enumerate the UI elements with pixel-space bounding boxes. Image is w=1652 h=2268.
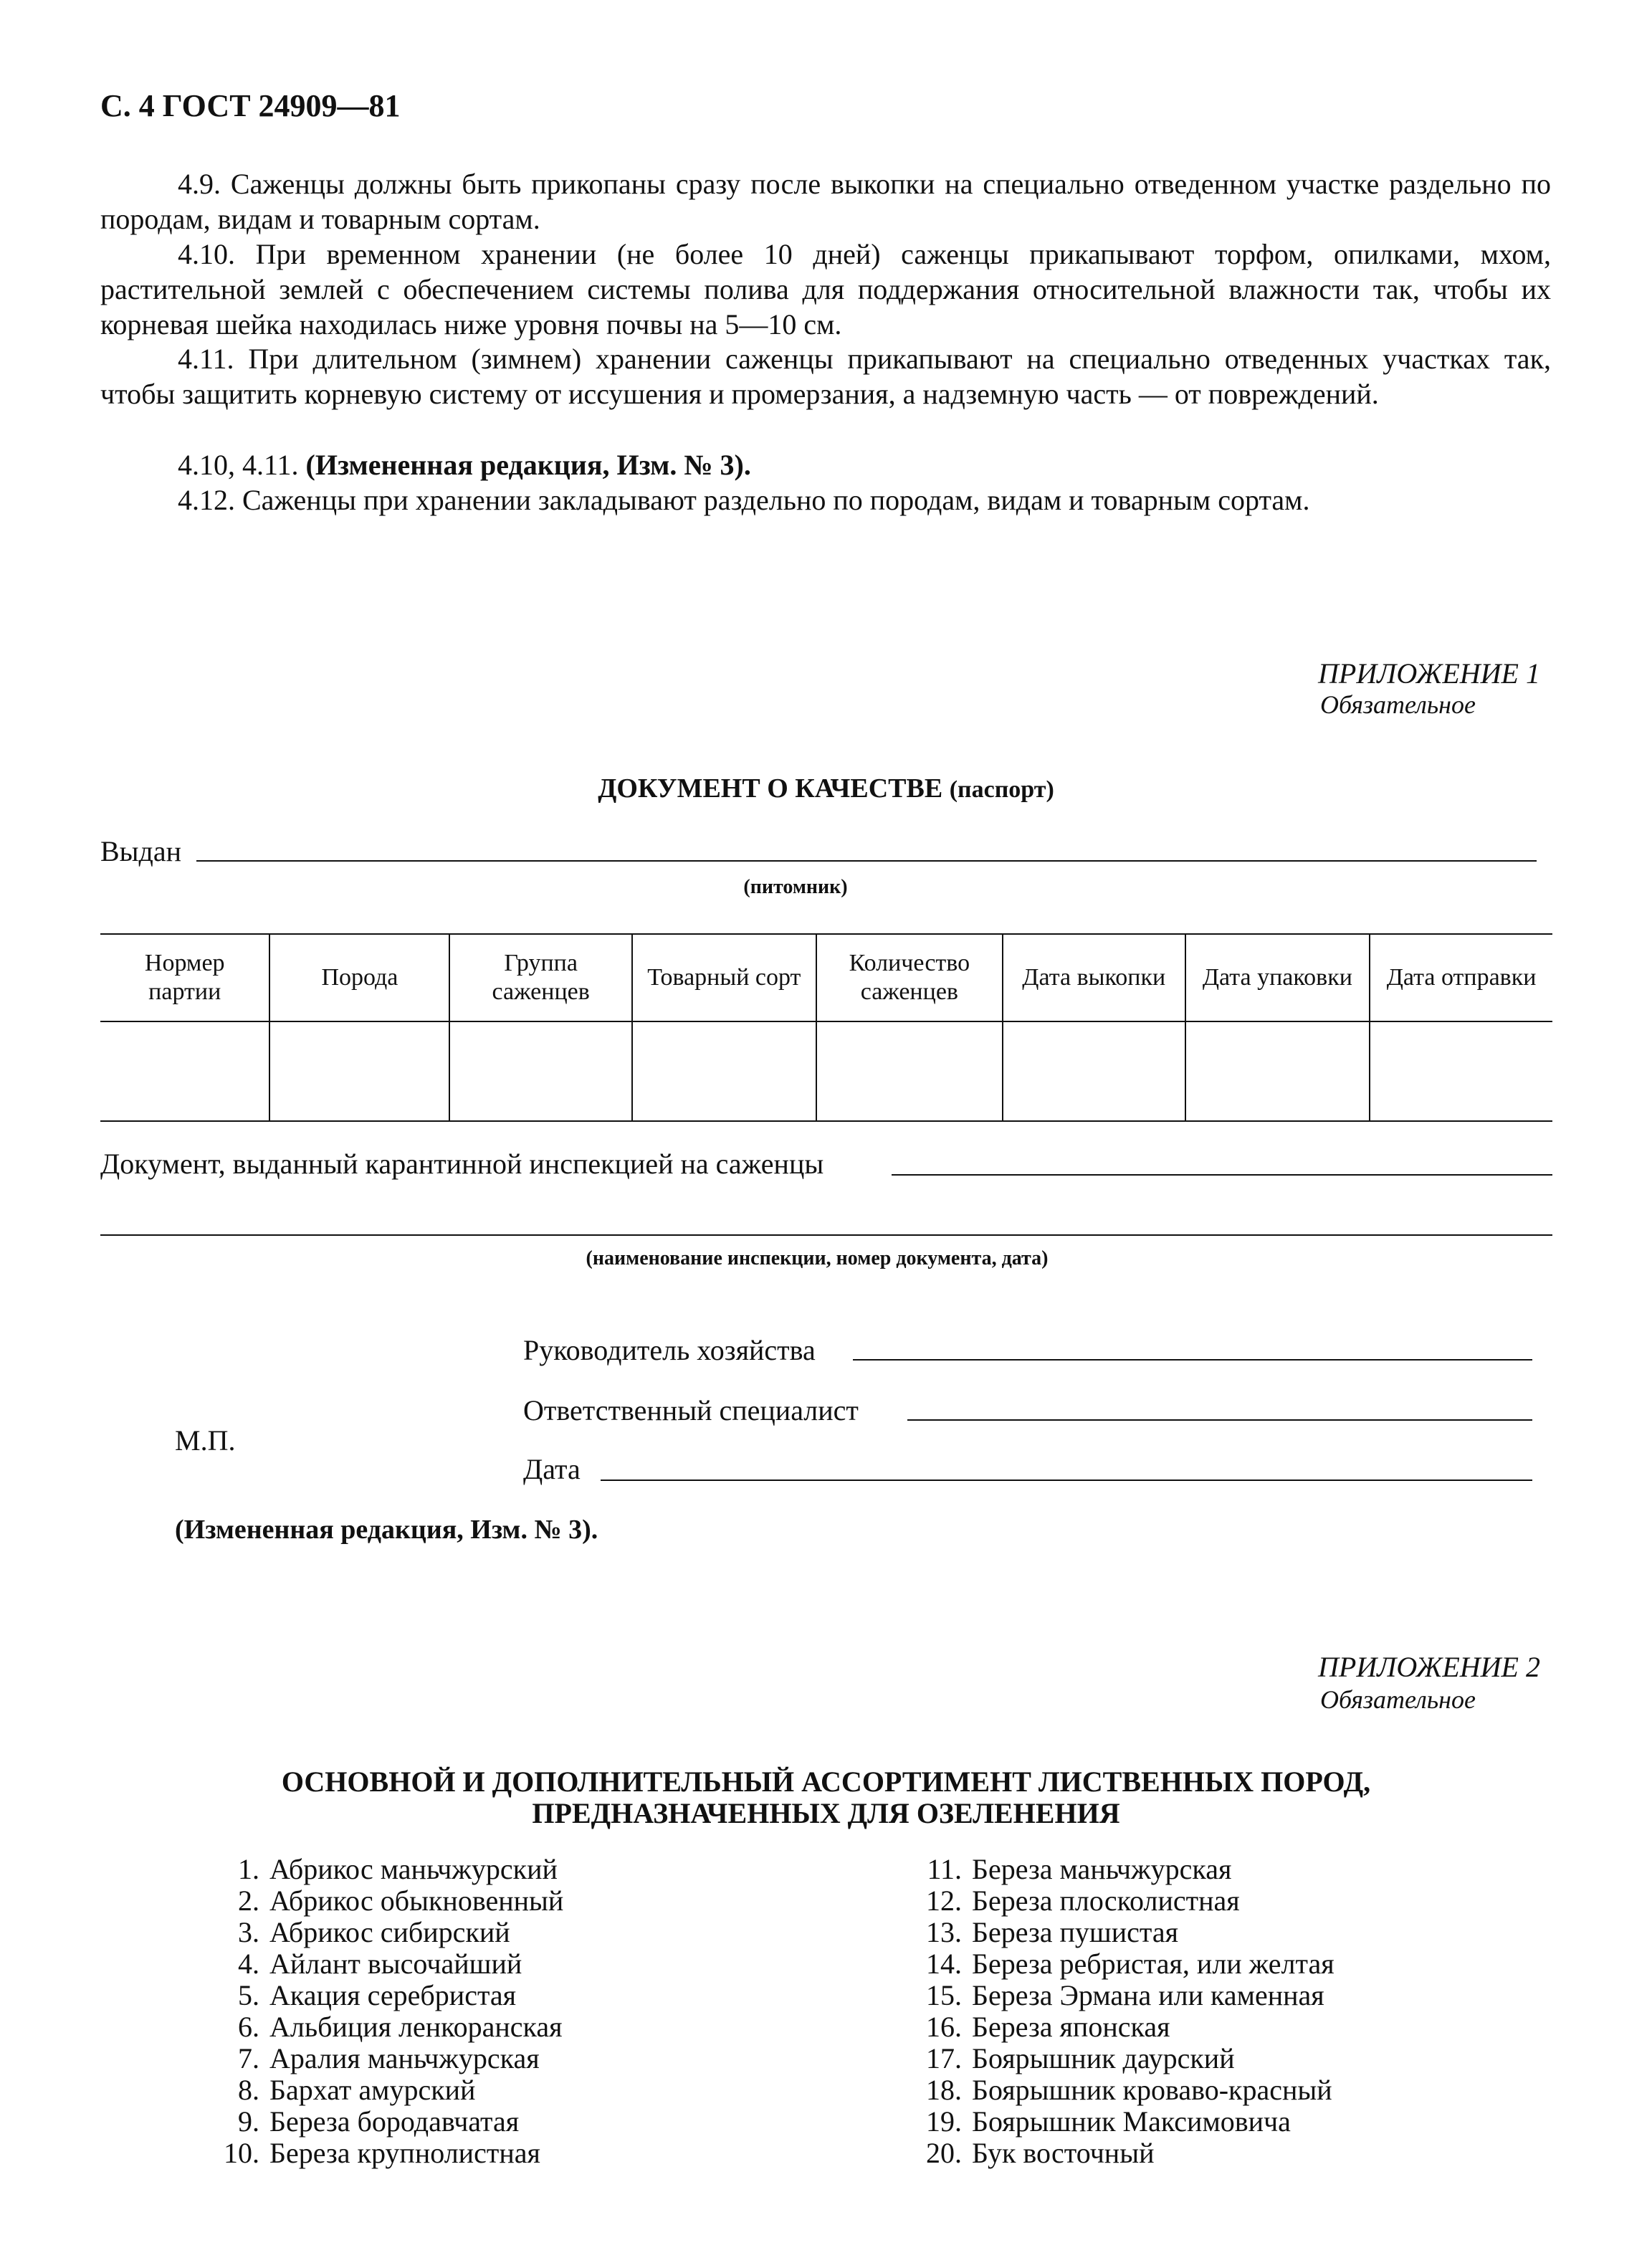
quarantine-underline: [892, 1174, 1552, 1176]
list-item: [212, 1917, 563, 1948]
list-item-name: Абрикос сибирский: [269, 1916, 510, 1948]
quarantine-caption: (наименование инспекции, номер документа, дата): [586, 1247, 1049, 1269]
list-item-number: 3.: [238, 1916, 259, 1948]
col-header-ship-date: Дата отправки: [1370, 934, 1552, 1021]
list-item-name: Береза Эрмана или каменная: [972, 1979, 1324, 2011]
list-item-name: Абрикос маньчжурский: [269, 1853, 558, 1885]
list-item-number: 9.: [238, 2105, 259, 2138]
revision-note-numbers: 4.10, 4.11.: [178, 449, 299, 481]
table-cell[interactable]: [1185, 1021, 1370, 1121]
table-cell[interactable]: [816, 1021, 1003, 1121]
col-header-seedling-group: Группа саженцев: [449, 934, 631, 1021]
list-item-number: 8.: [238, 2074, 259, 2106]
issued-underline: [196, 860, 1537, 862]
list-item-name: Боярышник кроваво-красный: [972, 2074, 1332, 2106]
specialist-label: Ответственный специалист: [523, 1394, 859, 1426]
col-header-quantity: Количество саженцев: [816, 934, 1003, 1021]
quality-passport-table: [100, 933, 1552, 1122]
list-item-name: Бук восточный: [972, 2137, 1155, 2169]
list-item-name: Береза маньчжурская: [972, 1853, 1232, 1885]
col-header-grade: Товарный сорт: [632, 934, 816, 1021]
col-header-species: Порода: [269, 934, 449, 1021]
col-header-batch-number: Нормер партии: [100, 934, 269, 1021]
table-header-row: [100, 934, 1552, 1021]
appendix-1-title: ПРИЛОЖЕНИЕ 1: [1318, 657, 1540, 690]
list-item-name: Береза бородавчатая: [269, 2105, 520, 2138]
list-item: [915, 2106, 1335, 2138]
issued-label: Выдан: [100, 835, 182, 867]
col-header-dig-date: Дата выкопки: [1003, 934, 1185, 1021]
list-item-name: Бархат амурский: [269, 2074, 476, 2106]
list-item: [212, 2106, 563, 2138]
list-item: [915, 1917, 1335, 1948]
appendix-1-revision-note: (Измененная редакция, Изм. № 3).: [175, 1515, 598, 1545]
list-item: [212, 2138, 563, 2169]
list-item: [212, 1980, 563, 2011]
list-item-name: Айлант высочайший: [269, 1948, 522, 1980]
list-item: [212, 1948, 563, 1980]
date-underline: [601, 1480, 1532, 1481]
assortment-heading: [0, 1766, 1652, 1829]
page-header: С. 4 ГОСТ 24909—81: [100, 88, 401, 123]
list-item: [915, 2043, 1335, 2074]
paragraph-4-12: 4.12. Саженцы при хранении закладывают раздельно по породам, видам и товарным сортам.: [178, 484, 1310, 516]
list-item: [915, 2138, 1335, 2169]
list-item: [915, 1885, 1335, 1917]
list-item-number: 4.: [238, 1948, 259, 1980]
appendix-2-title: ПРИЛОЖЕНИЕ 2: [1318, 1651, 1540, 1683]
list-item-number: 12.: [926, 1885, 962, 1917]
table-cell[interactable]: [449, 1021, 631, 1121]
list-item-name: Береза плосколистная: [972, 1885, 1240, 1917]
list-item-number: 15.: [926, 1979, 962, 2011]
list-item-number: 11.: [927, 1853, 962, 1885]
list-item-name: Аралия маньчжурская: [269, 2042, 540, 2074]
list-item-name: Альбиция ленкоранская: [269, 2011, 563, 2043]
list-item: [212, 2011, 563, 2043]
list-item-number: 2.: [238, 1885, 259, 1917]
table-cell[interactable]: [632, 1021, 816, 1121]
table-cell[interactable]: [100, 1021, 269, 1121]
list-item-name: Береза японская: [972, 2011, 1170, 2043]
paragraph-4-11: 4.11. При длительном (зимнем) хранении саженцы прикапывают на специально отведенных участках так, чтобы защитить корневую систему от иссушения и промерзания, а надземную часть — от повреждений.: [100, 343, 1551, 410]
list-item: [915, 2011, 1335, 2043]
quality-document-title-suffix: (паспорт): [949, 776, 1054, 803]
list-item-number: 19.: [926, 2105, 962, 2138]
head-of-farm-label: Руководитель хозяйства: [523, 1334, 816, 1366]
revision-note-text: (Измененная редакция, Изм. № 3).: [305, 449, 751, 481]
list-item: [915, 1854, 1335, 1885]
col-header-pack-date: Дата упаковки: [1185, 934, 1370, 1021]
list-item-number: 10.: [224, 2137, 259, 2169]
table-cell[interactable]: [269, 1021, 449, 1121]
list-item-number: 6.: [238, 2011, 259, 2043]
list-item-number: 16.: [926, 2011, 962, 2043]
species-list-right: [915, 1854, 1335, 2169]
list-item-number: 5.: [238, 1979, 259, 2011]
list-item-number: 13.: [926, 1916, 962, 1948]
table-cell[interactable]: [1370, 1021, 1552, 1121]
list-item-name: Акация серебристая: [269, 1979, 517, 2011]
table-cell[interactable]: [1003, 1021, 1185, 1121]
list-item-number: 14.: [926, 1948, 962, 1980]
list-item: [915, 2074, 1335, 2106]
list-item-number: 1.: [238, 1853, 259, 1885]
list-item: [212, 2074, 563, 2106]
assortment-heading-line-2: ПРЕДНАЗНАЧЕННЫХ ДЛЯ ОЗЕЛЕНЕНИЯ: [532, 1797, 1120, 1829]
list-item: [212, 2043, 563, 2074]
quarantine-underline-2: [100, 1234, 1552, 1236]
list-item: [212, 1854, 563, 1885]
species-list-left: [212, 1854, 563, 2169]
list-item-name: Абрикос обыкновенный: [269, 1885, 564, 1917]
list-item-name: Береза крупнолистная: [269, 2137, 540, 2169]
date-label: Дата: [523, 1453, 581, 1485]
quality-document-title: [0, 773, 1652, 804]
paragraph-4-10: 4.10. При временном хранении (не более 10 дней) саженцы прикапывают торфом, опилками, мхом, растительной землей с обеспечением системы полива для поддержания относительной влажности так, чтобы их корневая шейка находилась ниже уровня почвы на 5—10 см.: [100, 238, 1551, 340]
issued-caption: (питомник): [743, 876, 848, 898]
table-row: [100, 1021, 1552, 1121]
quality-document-title-main: ДОКУМЕНТ О КАЧЕСТВЕ: [598, 773, 943, 804]
list-item: [915, 1980, 1335, 2011]
revision-note-4-10-4-11: [100, 447, 1551, 482]
appendix-2-subtitle: Обязательное: [1320, 1685, 1476, 1714]
paragraph-4-9: 4.9. Саженцы должны быть прикопаны сразу после выкопки на специально отведенном участке раздельно по породам, видам и товарным сортам.: [100, 168, 1551, 235]
list-item-name: Боярышник даурский: [972, 2042, 1235, 2074]
list-item-number: 7.: [238, 2042, 259, 2074]
quarantine-label: Документ, выданный карантинной инспекцией на саженцы: [100, 1148, 824, 1180]
list-item-name: Береза пушистая: [972, 1916, 1179, 1948]
list-item-number: 17.: [926, 2042, 962, 2074]
list-item-number: 18.: [926, 2074, 962, 2106]
appendix-1-subtitle: Обязательное: [1320, 690, 1476, 719]
list-item: [915, 1948, 1335, 1980]
head-of-farm-underline: [853, 1359, 1532, 1361]
assortment-heading-line-1: ОСНОВНОЙ И ДОПОЛНИТЕЛЬНЫЙ АССОРТИМЕНТ ЛИСТВЕННЫХ ПОРОД,: [281, 1766, 1371, 1798]
list-item: [212, 1885, 563, 1917]
list-item-number: 20.: [926, 2137, 962, 2169]
specialist-underline: [907, 1419, 1532, 1421]
list-item-name: Береза ребристая, или желтая: [972, 1948, 1335, 1980]
list-item-name: Боярышник Максимовича: [972, 2105, 1291, 2138]
stamp-place-label: М.П.: [175, 1424, 236, 1457]
